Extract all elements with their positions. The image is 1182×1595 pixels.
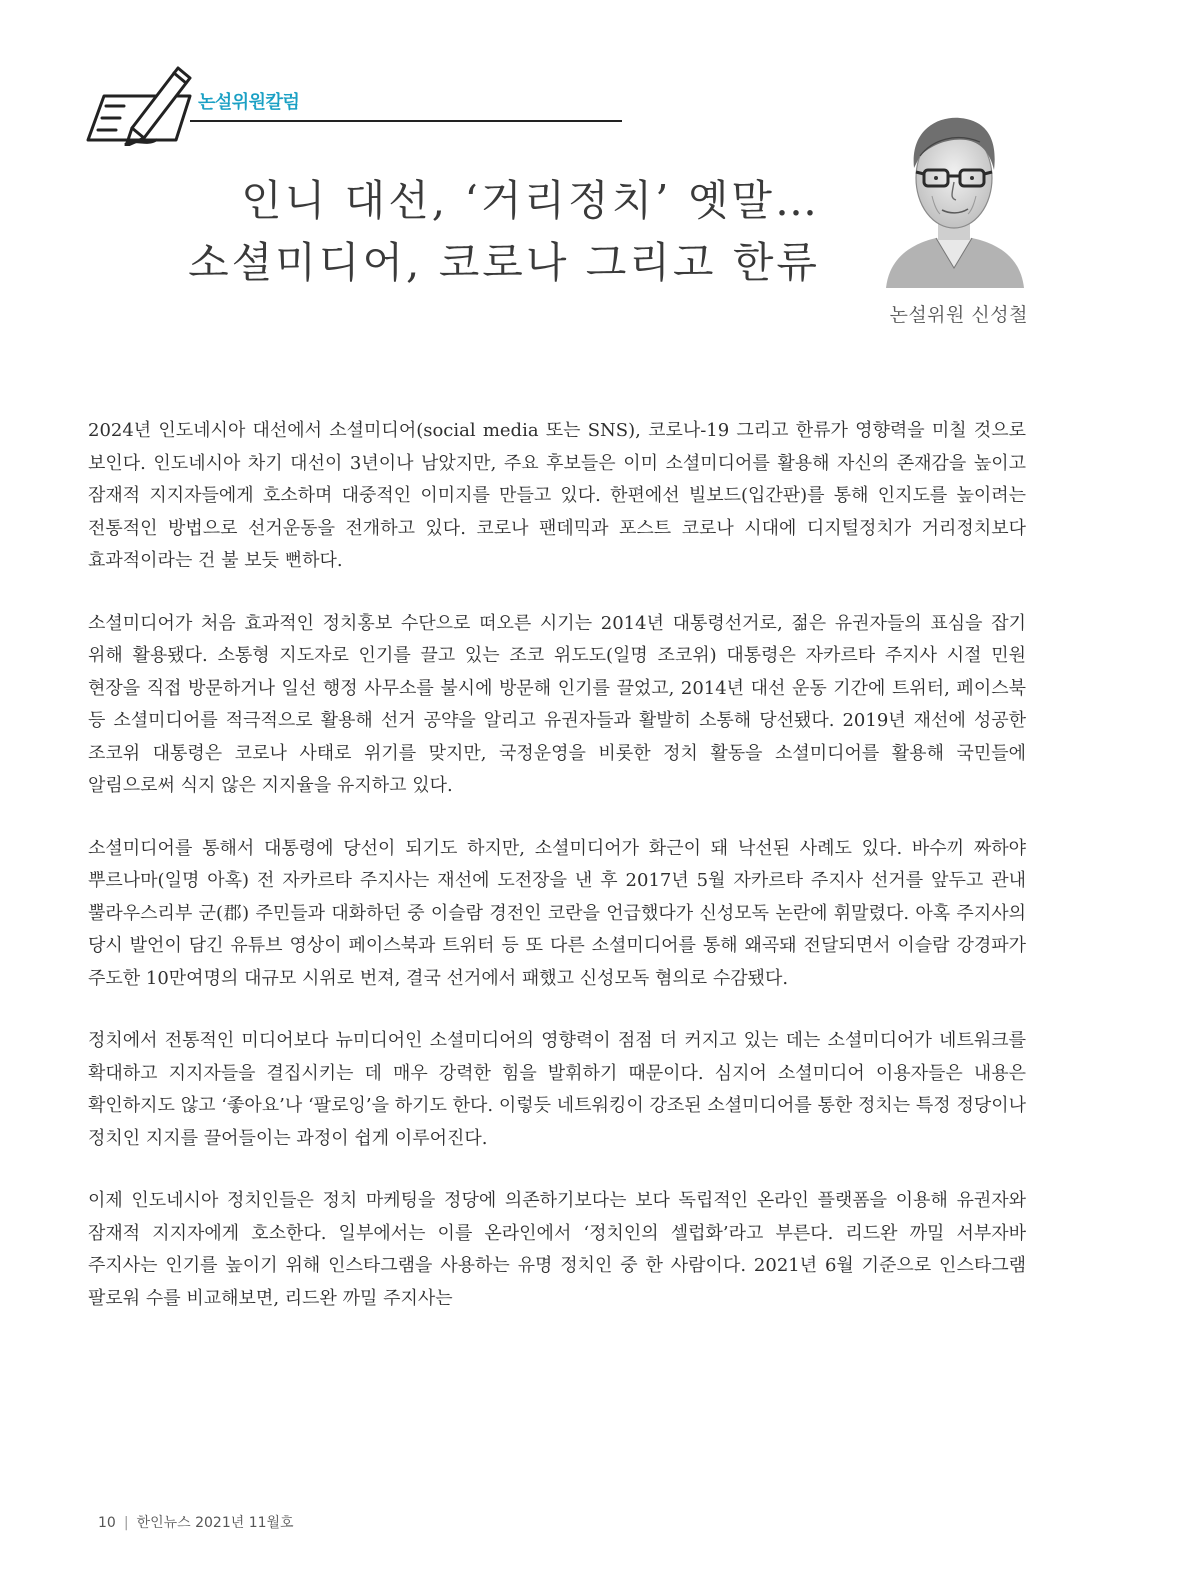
- author-portrait: [880, 92, 1028, 288]
- page-footer: [98, 1512, 294, 1532]
- title-line-2: 소셜미디어, 코로나 그리고 한류: [188, 238, 820, 287]
- page-number: 10: [98, 1515, 116, 1531]
- article-title: [150, 170, 820, 294]
- paragraph-1: 2024년 인도네시아 대선에서 소셜미디어(social media 또는 SNS), 코로나-19 그리고 한류가 영향력을 미칠 것으로 보인다. 인도네시아 차기 대선이 3년이나 남았지만, 주요 후보들은 이미 소셜미디어를 활용해 자신의 존재감을 높이고 잠재적 지지자들에게 호소하며 대중적인 이미지를 만들고 있다. 한편에선 빌보드(입간판)를 통해 인지도를 높이려는 전통적인 방법으로 선거운동을 전개하고 있다. 코로나 팬데믹과 포스트 코로나 시대에 디지털정치가 거리정치보다 효과적이라는 건 불 보듯 뻔하다.: [88, 420, 1026, 571]
- column-header: [86, 58, 538, 148]
- header-divider: [190, 120, 622, 122]
- title-line-1: 인니 대선, ‘거리정치’ 옛말…: [241, 176, 820, 225]
- publication-name: 한인뉴스 2021년 11월호: [136, 1515, 294, 1531]
- footer-separator: |: [123, 1515, 129, 1531]
- paragraph-2: 소셜미디어가 처음 효과적인 정치홍보 수단으로 떠오른 시기는 2014년 대통령선거로, 젊은 유권자들의 표심을 잡기 위해 활용됐다. 소통형 지도자로 인기를 끌고 있는 조코 위도도(일명 조코위) 대통령은 자카르타 주지사 시절 민원 현장을 직접 방문하거나 일선 행정 사무소를 불시에 방문해 인기를 끌었고, 2014년 대선 운동 기간에 트위터, 페이스북 등 소셜미디어를 적극적으로 활용해 선거 공약을 알리고 유권자들과 활발히 소통해 당선됐다. 2019년 재선에 성공한 조코위 대통령은 코로나 사태로 위기를 맞지만, 국정운영을 비롯한 정치 활동을 소셜미디어를 활용해 국민들에 알림으로써 식지 않은 지지율을 유지하고 있다.: [88, 612, 1026, 796]
- article-body: [88, 415, 1026, 1345]
- paragraph-4: 정치에서 전통적인 미디어보다 뉴미디어인 소셜미디어의 영향력이 점점 더 커지고 있는 데는 소셜미디어가 네트워크를 확대하고 지지자들을 결집시키는 데 매우 강력한 힘을 발휘하기 때문이다. 심지어 소셜미디어 이용자들은 내용은 확인하지도 않고 ‘좋아요’나 ‘팔로잉’을 하기도 한다. 이렇듯 네트워킹이 강조된 소셜미디어를 통한 정치는 특정 정당이나 정치인 지지를 끌어들이는 과정이 쉽게 이루어진다.: [88, 1030, 1026, 1149]
- author-byline: 논설위원 신성철: [889, 304, 1028, 326]
- paragraph-3: 소셜미디어를 통해서 대통령에 당선이 되기도 하지만, 소셜미디어가 화근이 돼 낙선된 사례도 있다. 바수끼 짜하야 뿌르나마(일명 아혹) 전 자카르타 주지사는 재선에 도전장을 낸 후 2017년 5월 자카르타 주지사 선거를 앞두고 관내 뿔라우스리부 군(郡) 주민들과 대화하던 중 이슬람 경전인 코란을 언급했다가 신성모독 논란에 휘말렸다. 아혹 주지사의 당시 발언이 담긴 유튜브 영상이 페이스북과 트위터 등 또 다른 소셜미디어를 통해 왜곡돼 전달되면서 이슬람 강경파가 주도한 10만여명의 대규모 시위로 번져, 결국 선거에서 패했고 신성모독 혐의로 수감됐다.: [88, 837, 1026, 989]
- section-label: 논설위원칼럼: [198, 92, 300, 113]
- pen-writing-icon: [86, 58, 206, 146]
- paragraph-5: 이제 인도네시아 정치인들은 정치 마케팅을 정당에 의존하기보다는 보다 독립적인 온라인 플랫폼을 이용해 유권자와 잠재적 지지자에게 호소한다. 일부에서는 이를 온라인에서 ‘정치인의 셀럽화’라고 부른다. 리드완 까밀 서부자바 주지사는 인기를 높이기 위해 인스타그램을 사용하는 유명 정치인 중 한 사람이다. 2021년 6월 기준으로 인스타그램 팔로워 수를 비교해보면, 리드완 까밀 주지사는: [88, 1190, 1026, 1309]
